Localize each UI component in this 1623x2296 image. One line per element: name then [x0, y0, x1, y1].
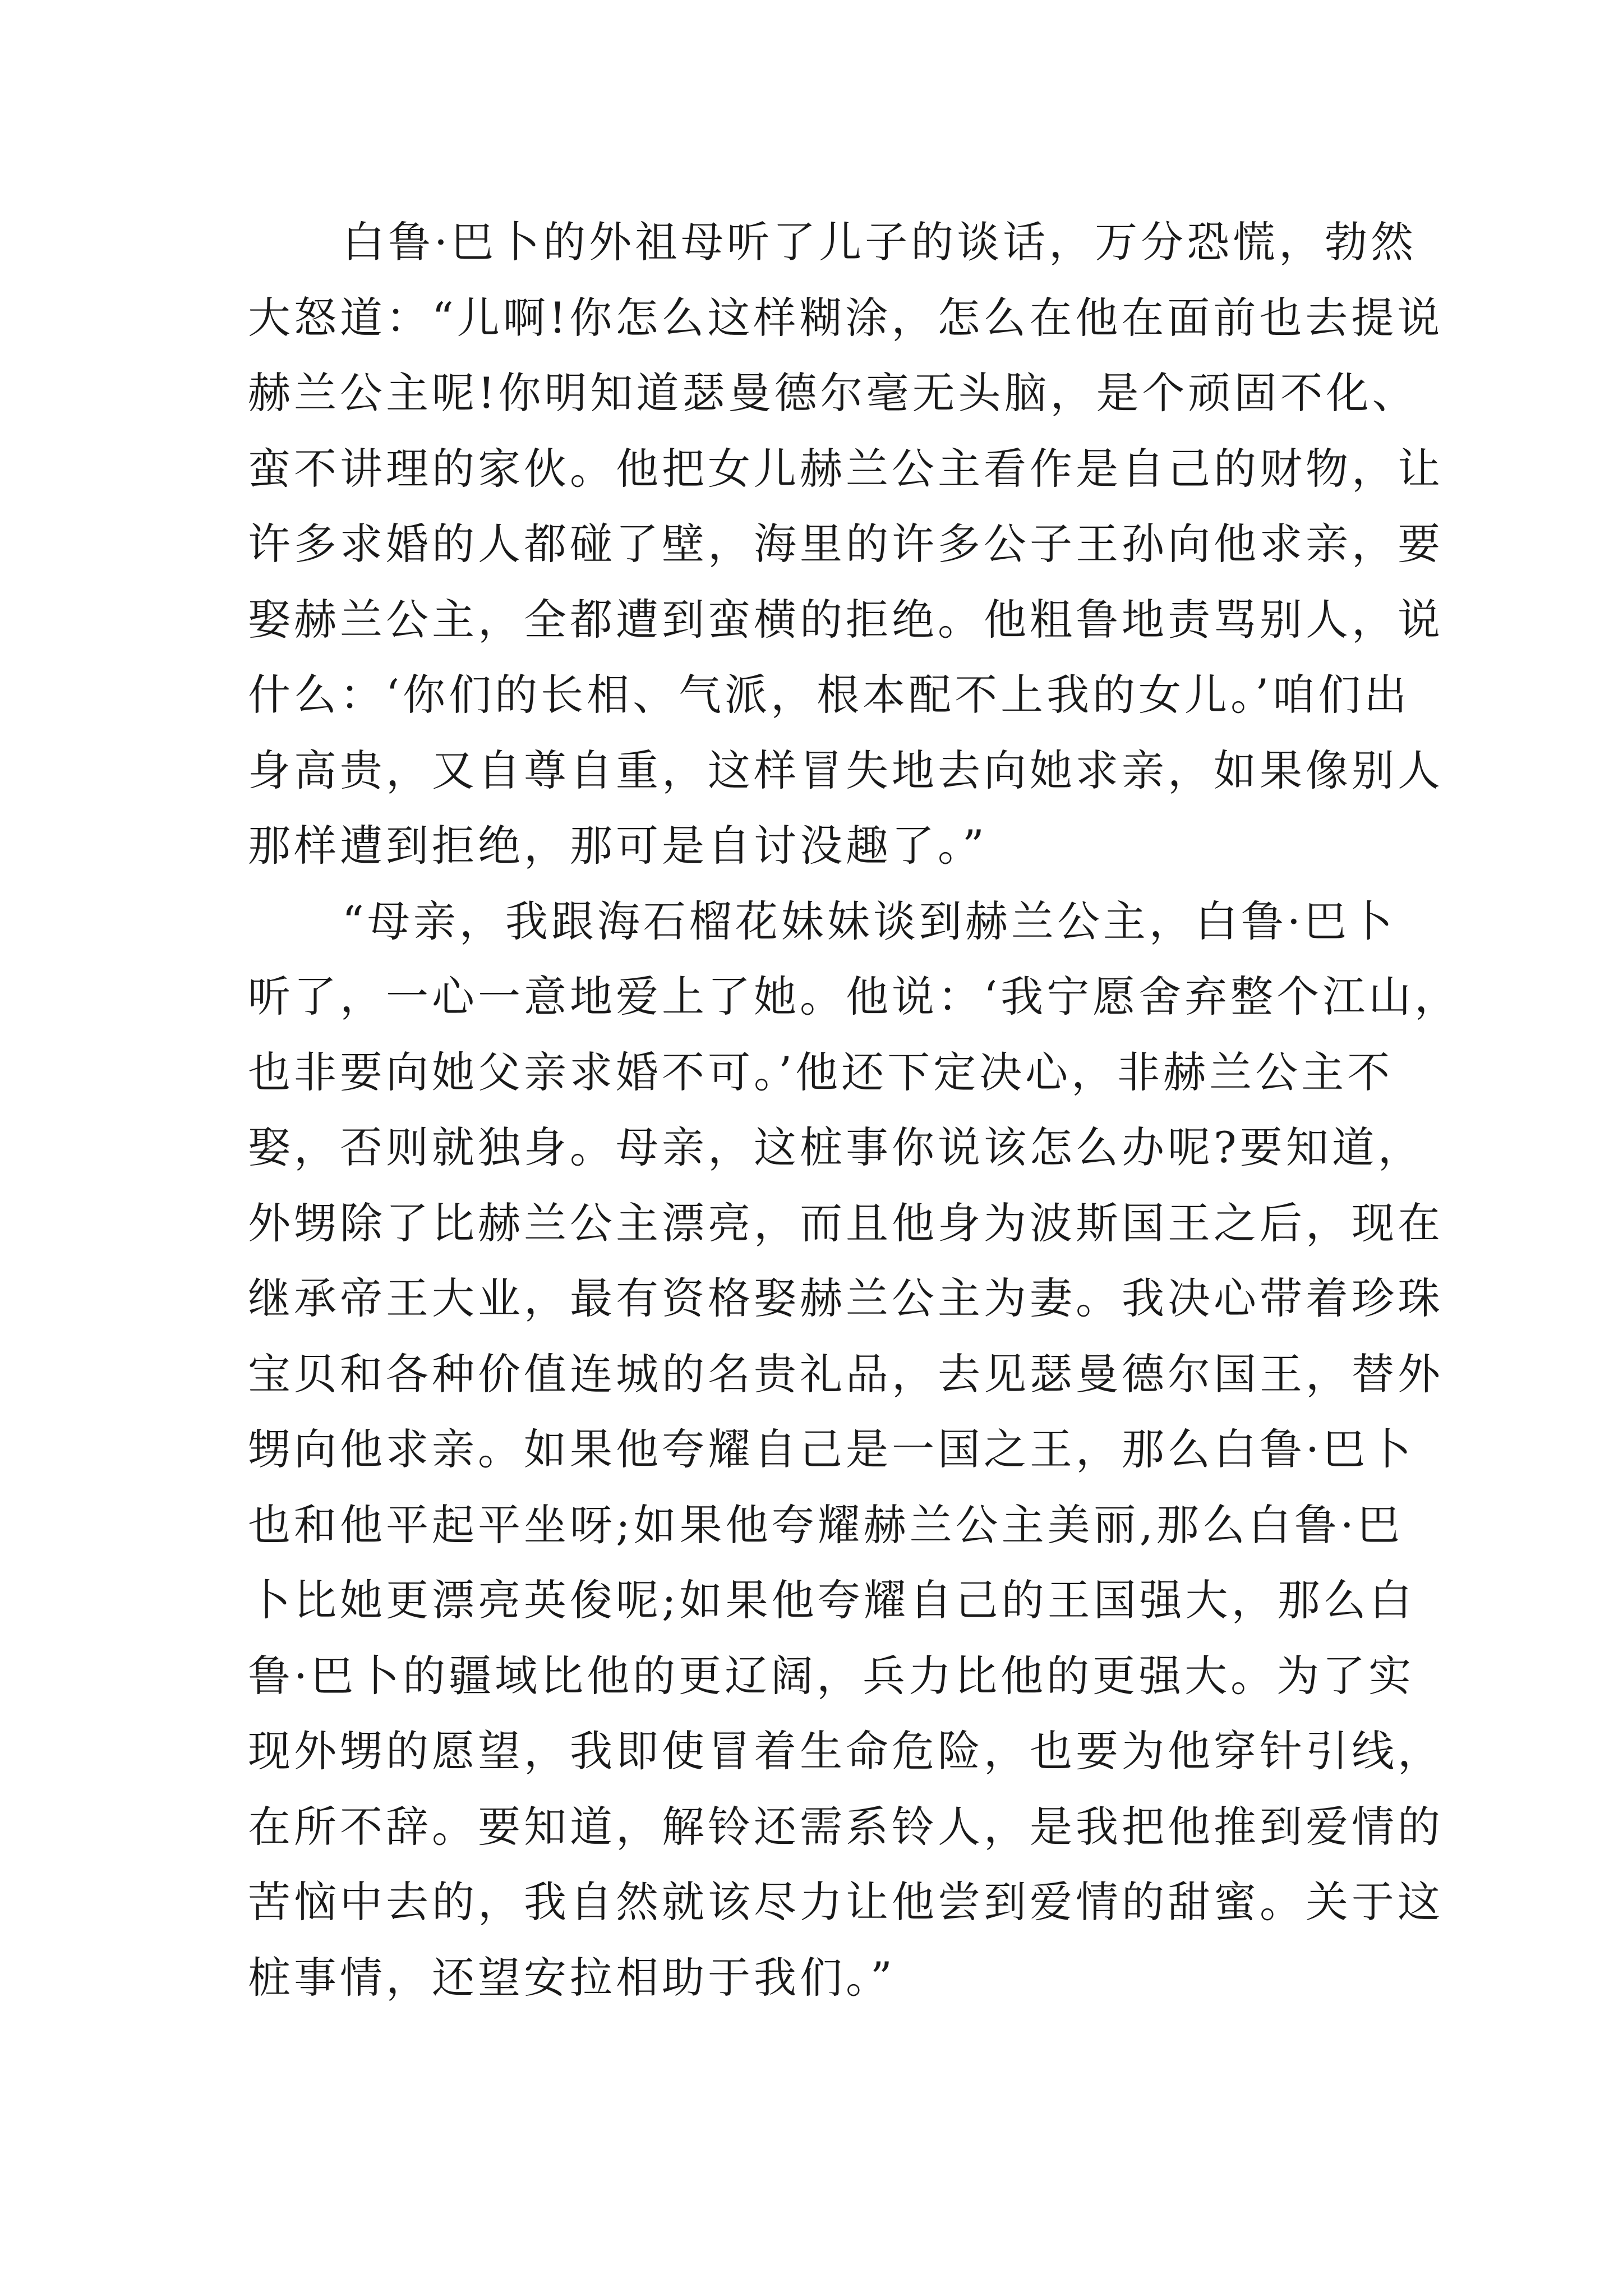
- text-line: 许多求婚的人都碰了壁，海里的许多公子王孙向他求亲，要: [248, 519, 1444, 569]
- text-line: 桩事情，还望安拉相助于我们。”: [248, 1952, 896, 2003]
- text-line: “母亲，我跟海石榴花妹妹谈到赫兰公主，白鲁·巴卜: [342, 896, 1396, 946]
- text-line: 那样遭到拒绝，那可是自讨没趣了。”: [248, 821, 988, 871]
- text-line: 鲁·巴卜的疆域比他的更辽阔，兵力比他的更强大。为了实: [248, 1650, 1415, 1701]
- text-line: 在所不辞。要知道，解铃还需系铃人，是我把他推到爱情的: [248, 1801, 1444, 1852]
- text-line: 也非要向她父亲求婚不可。’他还下定决心，非赫兰公主不: [248, 1047, 1394, 1097]
- text-line: 甥向他求亲。如果他夸耀自己是一国之王，那么白鲁·巴卜: [248, 1424, 1415, 1474]
- text-line: 蛮不讲理的家伙。他把女儿赫兰公主看作是自己的财物，让: [248, 443, 1444, 494]
- text-line: 大怒道：“儿啊!你怎么这样糊涂，怎么在他在面前也去提说: [248, 292, 1444, 343]
- text-line: 白鲁·巴卜的外祖母听了儿子的谈话，万分恐慌，勃然: [342, 217, 1417, 267]
- text-line: 继承帝王大业，最有资格娶赫兰公主为妻。我决心带着珍珠: [248, 1273, 1444, 1323]
- paragraph-1: [248, 205, 1444, 884]
- text-line: 娶赫兰公主，全都遭到蛮横的拒绝。他粗鲁地责骂别人，说: [248, 594, 1444, 645]
- text-line: 卜比她更漂亮英俊呢;如果他夸耀自己的王国强大，那么白: [248, 1575, 1415, 1625]
- text-line: 娶，否则就独身。母亲，这桩事你说该怎么办呢?要知道，: [248, 1122, 1424, 1172]
- text-line: 苦恼中去的，我自然就该尽力让他尝到爱情的甜蜜。关于这: [248, 1877, 1444, 1927]
- text-line: 外甥除了比赫兰公主漂亮，而且他身为波斯国王之后，现在: [248, 1198, 1444, 1248]
- text-line: 赫兰公主呢!你明知道瑟曼德尔毫无头脑，是个顽固不化、: [248, 368, 1418, 418]
- text-line: 什么：‘你们的长相、气派，根本配不上我的女儿。’咱们出: [248, 670, 1410, 720]
- text-line: 现外甥的愿望，我即使冒着生命危险，也要为他穿针引线，: [248, 1726, 1444, 1776]
- body-text: [248, 205, 1461, 2016]
- text-line: 宝贝和各种价值连城的名贵礼品，去见瑟曼德尔国王，替外: [248, 1349, 1444, 1399]
- text-line: 听了，一心一意地爱上了她。他说：‘我宁愿舍弃整个江山，: [248, 972, 1461, 1022]
- text-line: 也和他平起平坐呀;如果他夸耀赫兰公主美丽,那么白鲁·巴: [248, 1499, 1403, 1550]
- paragraph-2: [248, 884, 1461, 2016]
- text-line: 身高贵，又自尊自重，这样冒失地去向她求亲，如果像别人: [248, 745, 1444, 795]
